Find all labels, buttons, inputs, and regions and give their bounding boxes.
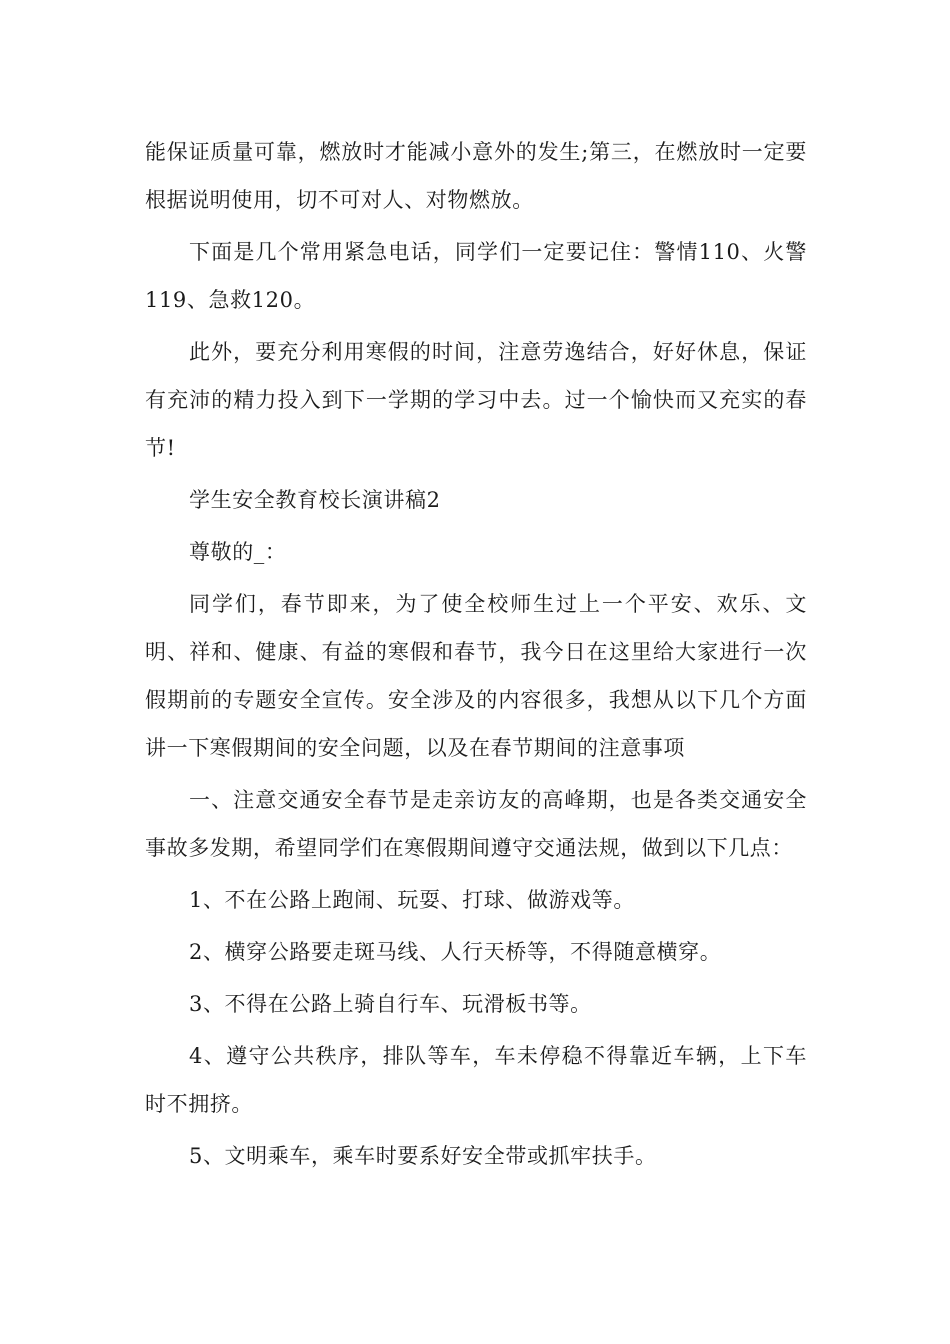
paragraph-holiday-rest: 此外，要充分利用寒假的时间，注意劳逸结合，好好休息，保证有充沛的精力投入到下一学期的学习中去。过一个愉快而又充实的春节! xyxy=(145,340,807,460)
document-body xyxy=(145,128,807,1184)
paragraph-fireworks-end: 能保证质量可靠，燃放时才能减小意外的发生;第三，在燃放时一定要根据说明使用，切不可对人、对物燃放。 xyxy=(145,140,807,212)
salutation: 尊敬的_： xyxy=(189,540,287,564)
list-item-3: 3、不得在公路上骑自行车、玩滑板书等。 xyxy=(189,992,592,1016)
list-item-4: 4、遵守公共秩序，排队等车，车未停稳不得靠近车辆，上下车时不拥挤。 xyxy=(145,1044,807,1116)
list-item-1: 1、不在公路上跑闹、玩耍、打球、做游戏等。 xyxy=(189,888,635,912)
speech-title: 学生安全教育校长演讲稿2 xyxy=(189,488,441,512)
paragraph-emergency-numbers: 下面是几个常用紧急电话，同学们一定要记住：警情110、火警119、急救120。 xyxy=(145,240,807,312)
list-item-2: 2、横穿公路要走斑马线、人行天桥等，不得随意横穿。 xyxy=(189,940,722,964)
paragraph-introduction: 同学们，春节即来，为了使全校师生过上一个平安、欢乐、文明、祥和、健康、有益的寒假和春节，我今日在这里给大家进行一次假期前的专题安全宣传。安全涉及的内容很多，我想从以下几个方面讲一下寒假期间的安全问题，以及在春节期间的注意事项 xyxy=(145,592,807,760)
list-item-5: 5、文明乘车，乘车时要系好安全带或抓牢扶手。 xyxy=(189,1144,657,1168)
paragraph-traffic-safety: 一、注意交通安全春节是走亲访友的高峰期，也是各类交通安全事故多发期，希望同学们在寒假期间遵守交通法规，做到以下几点： xyxy=(145,788,807,860)
